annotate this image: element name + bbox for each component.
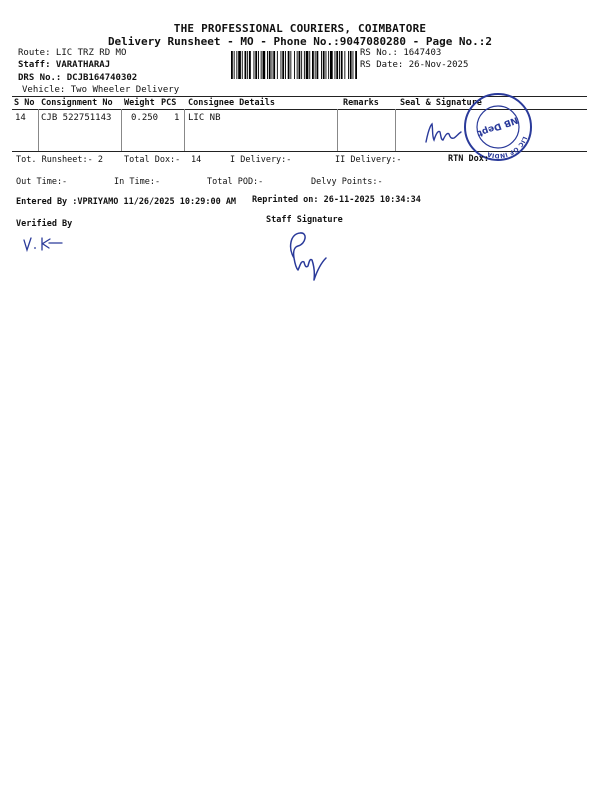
col-weight: Weight (124, 98, 155, 108)
col-sno: S No (14, 98, 35, 108)
delvy-points: Delvy Points:- (311, 177, 383, 187)
row-sno: 14 (15, 113, 26, 123)
total-dox-value: 14 (191, 155, 202, 165)
total-pod: Total POD:- (207, 177, 264, 187)
barcode (230, 51, 358, 79)
ii-delivery: II Delivery:- (335, 155, 402, 165)
stamp-ring-text: LIC OF INDIA (486, 135, 529, 160)
reprinted-on: Reprinted on: 26-11-2025 10:34:34 (252, 195, 421, 205)
col-seal-signature: Seal & Signature (400, 98, 482, 108)
vehicle-text: Vehicle: Two Wheeler Delivery (22, 85, 180, 95)
staff-signature-label: Staff Signature (266, 215, 343, 225)
runsheet-title: Delivery Runsheet - MO - Phone No.:9047080280 - Page No.:2 (107, 35, 493, 48)
out-time: Out Time:- (16, 177, 68, 187)
col-separator (121, 109, 122, 151)
col-separator (38, 109, 39, 151)
col-separator (184, 109, 185, 151)
tot-runsheet: Tot. Runsheet:- 2 (16, 155, 103, 165)
drs-number: DRS No.: DCJB164740302 (18, 73, 138, 83)
verified-by-label: Verified By (16, 219, 73, 229)
col-separator (395, 109, 396, 151)
total-dox-label: Total Dox:- (124, 155, 181, 165)
lic-stamp (463, 92, 533, 162)
row-consignment: CJB 522751143 (41, 113, 112, 123)
col-pcs: PCS (161, 98, 177, 108)
rtn-dox: RTN Dox: (448, 154, 489, 164)
company-name: THE PROFESSIONAL COURIERS, COIMBATORE (173, 22, 427, 35)
col-remarks: Remarks (343, 98, 379, 108)
seal-signature (424, 122, 464, 146)
route-text: Route: LIC TRZ RD MO (18, 48, 127, 58)
staff-signature (284, 228, 334, 284)
stamp-center-text: NB Dept (476, 114, 520, 138)
row-pcs: 1 (174, 113, 180, 123)
col-consignment: Consignment No (41, 98, 113, 108)
rs-date: RS Date: 26-Nov-2025 (360, 60, 469, 70)
col-separator (337, 109, 338, 151)
verifier-signature (22, 234, 66, 254)
row-consignee: LIC NB (188, 113, 221, 123)
in-time: In Time:- (114, 177, 161, 187)
row-weight: 0.250 (131, 113, 159, 123)
staff-text: Staff: VARATHARAJ (18, 60, 111, 70)
rs-number: RS No.: 1647403 (360, 48, 442, 58)
i-delivery: I Delivery:- (230, 155, 292, 165)
col-consignee: Consignee Details (188, 98, 275, 108)
entered-by: Entered By :VPRIYAMO 11/26/2025 10:29:00 AM (16, 197, 237, 207)
